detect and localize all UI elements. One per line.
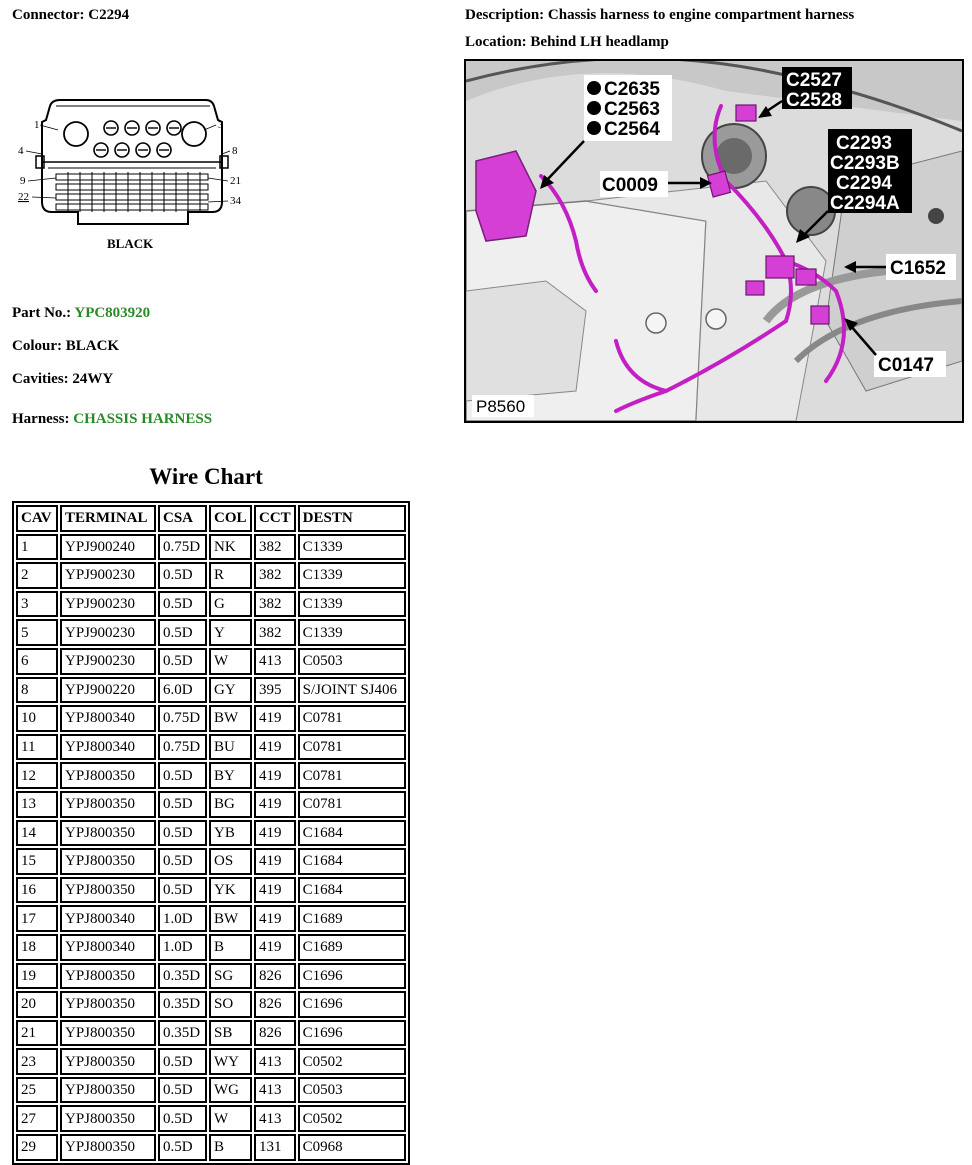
cell-cav: 10 bbox=[16, 705, 58, 732]
cell-cct: 413 bbox=[254, 1077, 296, 1104]
cell-csa: 6.0D bbox=[158, 677, 207, 704]
cell-cct: 826 bbox=[254, 963, 296, 990]
cell-cct: 826 bbox=[254, 1020, 296, 1047]
cell-cav: 21 bbox=[16, 1020, 58, 1047]
cell-cct: 395 bbox=[254, 677, 296, 704]
cell-csa: 0.5D bbox=[158, 877, 207, 904]
harness-label: Harness: bbox=[12, 411, 70, 427]
cell-destn: S/JOINT SJ406 bbox=[298, 677, 406, 704]
part-no-line bbox=[12, 304, 150, 322]
wire-chart-title: Wire Chart bbox=[149, 464, 263, 489]
cell-cav: 25 bbox=[16, 1077, 58, 1104]
cell-cav: 3 bbox=[16, 591, 58, 618]
table-row bbox=[16, 591, 406, 618]
table-row bbox=[16, 877, 406, 904]
location-label: Location: bbox=[465, 34, 527, 50]
cell-cav: 20 bbox=[16, 991, 58, 1018]
cell-terminal: YPJ800350 bbox=[60, 1048, 156, 1075]
cell-col: GY bbox=[209, 677, 252, 704]
cell-col: BY bbox=[209, 762, 252, 789]
cell-cav: 13 bbox=[16, 791, 58, 818]
table-row bbox=[16, 619, 406, 646]
cell-csa: 0.5D bbox=[158, 619, 207, 646]
callout-c2294: C2294 bbox=[836, 173, 892, 194]
cell-terminal: YPJ800340 bbox=[60, 705, 156, 732]
pin-label-21: 21 bbox=[230, 175, 241, 187]
cell-terminal: YPJ800340 bbox=[60, 934, 156, 961]
table-row bbox=[16, 1020, 406, 1047]
cell-destn: C0781 bbox=[298, 705, 406, 732]
cell-destn: C1696 bbox=[298, 1020, 406, 1047]
pin-label-3: 3 bbox=[218, 119, 224, 131]
cell-cct: 413 bbox=[254, 648, 296, 675]
cell-destn: C0502 bbox=[298, 1105, 406, 1132]
cell-col: R bbox=[209, 562, 252, 589]
table-row bbox=[16, 762, 406, 789]
cell-destn: C0781 bbox=[298, 791, 406, 818]
wire-chart-body bbox=[16, 534, 406, 1161]
cell-col: NK bbox=[209, 534, 252, 561]
connector-face-drawing bbox=[8, 92, 278, 262]
location-line bbox=[465, 33, 669, 51]
cell-destn: C1339 bbox=[298, 534, 406, 561]
cell-destn: C0781 bbox=[298, 734, 406, 761]
table-row bbox=[16, 534, 406, 561]
table-row bbox=[16, 991, 406, 1018]
cell-destn: C1339 bbox=[298, 562, 406, 589]
table-row bbox=[16, 791, 406, 818]
pin-label-8: 8 bbox=[232, 145, 238, 157]
cell-destn: C1696 bbox=[298, 991, 406, 1018]
cell-col: YB bbox=[209, 820, 252, 847]
cell-terminal: YPJ800350 bbox=[60, 762, 156, 789]
description-line bbox=[465, 6, 854, 24]
cell-destn: C1689 bbox=[298, 934, 406, 961]
table-row bbox=[16, 648, 406, 675]
table-row bbox=[16, 1048, 406, 1075]
cell-cct: 419 bbox=[254, 848, 296, 875]
cell-terminal: YPJ800350 bbox=[60, 1134, 156, 1161]
cell-csa: 0.35D bbox=[158, 963, 207, 990]
cell-col: BU bbox=[209, 734, 252, 761]
cell-cct: 419 bbox=[254, 905, 296, 932]
cell-cav: 12 bbox=[16, 762, 58, 789]
description-label: Description: bbox=[465, 7, 545, 23]
connector-value: C2294 bbox=[88, 7, 130, 23]
cell-destn: C1339 bbox=[298, 619, 406, 646]
cell-csa: 0.5D bbox=[158, 562, 207, 589]
table-row bbox=[16, 934, 406, 961]
location-value: Behind LH headlamp bbox=[530, 34, 669, 50]
cell-cav: 29 bbox=[16, 1134, 58, 1161]
table-row bbox=[16, 677, 406, 704]
cell-csa: 0.35D bbox=[158, 991, 207, 1018]
cell-cav: 16 bbox=[16, 877, 58, 904]
cell-terminal: YPJ800350 bbox=[60, 991, 156, 1018]
cell-cct: 419 bbox=[254, 762, 296, 789]
cell-col: BW bbox=[209, 905, 252, 932]
wire-chart-header-row bbox=[16, 505, 406, 532]
cell-cav: 2 bbox=[16, 562, 58, 589]
cell-col: SB bbox=[209, 1020, 252, 1047]
header-destn: DESTN bbox=[298, 505, 406, 532]
table-row bbox=[16, 562, 406, 589]
callout-c0009: C0009 bbox=[602, 175, 658, 196]
cell-cct: 382 bbox=[254, 591, 296, 618]
cell-col: BG bbox=[209, 791, 252, 818]
table-row bbox=[16, 705, 406, 732]
cell-destn: C0502 bbox=[298, 1048, 406, 1075]
cell-terminal: YPJ900240 bbox=[60, 534, 156, 561]
cell-col: SG bbox=[209, 963, 252, 990]
cell-cct: 419 bbox=[254, 705, 296, 732]
cavities-value: 24WY bbox=[72, 371, 114, 387]
cell-csa: 0.75D bbox=[158, 734, 207, 761]
cell-cct: 419 bbox=[254, 820, 296, 847]
cell-col: B bbox=[209, 934, 252, 961]
cell-terminal: YPJ800350 bbox=[60, 1077, 156, 1104]
cell-col: BW bbox=[209, 705, 252, 732]
cell-cct: 413 bbox=[254, 1048, 296, 1075]
cell-csa: 1.0D bbox=[158, 905, 207, 932]
cell-col: WY bbox=[209, 1048, 252, 1075]
cell-csa: 0.5D bbox=[158, 820, 207, 847]
cell-cct: 382 bbox=[254, 619, 296, 646]
cell-terminal: YPJ800350 bbox=[60, 877, 156, 904]
cell-col: G bbox=[209, 591, 252, 618]
cell-destn: C1684 bbox=[298, 848, 406, 875]
callout-c1652: C1652 bbox=[890, 258, 946, 279]
pin-label-22: 22 bbox=[18, 191, 29, 203]
cell-terminal: YPJ800340 bbox=[60, 734, 156, 761]
cell-csa: 0.35D bbox=[158, 1020, 207, 1047]
cell-cav: 19 bbox=[16, 963, 58, 990]
connector-label: Connector: bbox=[12, 7, 85, 23]
header-col: COL bbox=[209, 505, 252, 532]
cell-csa: 0.5D bbox=[158, 848, 207, 875]
cell-cct: 382 bbox=[254, 534, 296, 561]
drawing-caption: BLACK bbox=[107, 236, 154, 251]
cell-terminal: YPJ800350 bbox=[60, 820, 156, 847]
cell-col: W bbox=[209, 648, 252, 675]
cell-cct: 419 bbox=[254, 934, 296, 961]
cell-cav: 6 bbox=[16, 648, 58, 675]
cell-terminal: YPJ800350 bbox=[60, 1020, 156, 1047]
cell-terminal: YPJ800350 bbox=[60, 1105, 156, 1132]
callout-c2564: C2564 bbox=[604, 119, 660, 140]
cell-destn: C0503 bbox=[298, 1077, 406, 1104]
cell-csa: 0.75D bbox=[158, 534, 207, 561]
cell-csa: 0.5D bbox=[158, 791, 207, 818]
cell-cav: 1 bbox=[16, 534, 58, 561]
cell-cct: 419 bbox=[254, 877, 296, 904]
table-row bbox=[16, 1134, 406, 1161]
cell-terminal: YPJ900230 bbox=[60, 562, 156, 589]
wire-chart-table bbox=[12, 501, 410, 1165]
pin-label-9: 9 bbox=[20, 175, 26, 187]
colour-label: Colour: bbox=[12, 338, 62, 354]
cell-cav: 17 bbox=[16, 905, 58, 932]
cell-col: B bbox=[209, 1134, 252, 1161]
cell-csa: 0.5D bbox=[158, 648, 207, 675]
cell-col: OS bbox=[209, 848, 252, 875]
harness-line bbox=[12, 410, 212, 428]
cell-destn: C0781 bbox=[298, 762, 406, 789]
cell-destn: C1339 bbox=[298, 591, 406, 618]
callout-c2293b: C2293B bbox=[830, 153, 900, 174]
cell-destn: C1684 bbox=[298, 877, 406, 904]
cell-terminal: YPJ900230 bbox=[60, 591, 156, 618]
cell-destn: C1696 bbox=[298, 963, 406, 990]
connector-line bbox=[12, 6, 129, 24]
cell-terminal: YPJ800350 bbox=[60, 963, 156, 990]
cell-cct: 826 bbox=[254, 991, 296, 1018]
cell-terminal: YPJ900220 bbox=[60, 677, 156, 704]
part-no-label: Part No.: bbox=[12, 305, 72, 321]
header-csa: CSA bbox=[158, 505, 207, 532]
cell-terminal: YPJ900230 bbox=[60, 648, 156, 675]
cell-destn: C1684 bbox=[298, 820, 406, 847]
part-no-link[interactable]: YPC803920 bbox=[74, 305, 151, 321]
cell-col: YK bbox=[209, 877, 252, 904]
cell-csa: 0.5D bbox=[158, 1105, 207, 1132]
cavities-line bbox=[12, 370, 113, 388]
table-row bbox=[16, 1077, 406, 1104]
cell-terminal: YPJ900230 bbox=[60, 619, 156, 646]
colour-line bbox=[12, 337, 119, 355]
cell-col: W bbox=[209, 1105, 252, 1132]
cavities-label: Cavities: bbox=[12, 371, 69, 387]
cell-cav: 14 bbox=[16, 820, 58, 847]
cell-cav: 18 bbox=[16, 934, 58, 961]
callout-c2527: C2527 bbox=[786, 70, 842, 91]
cell-destn: C1689 bbox=[298, 905, 406, 932]
cell-csa: 0.5D bbox=[158, 1048, 207, 1075]
cell-cav: 8 bbox=[16, 677, 58, 704]
cell-csa: 0.5D bbox=[158, 1077, 207, 1104]
harness-link[interactable]: CHASSIS HARNESS bbox=[73, 411, 213, 427]
cell-csa: 0.5D bbox=[158, 591, 207, 618]
table-row bbox=[16, 848, 406, 875]
cell-csa: 0.5D bbox=[158, 762, 207, 789]
pin-label-34: 34 bbox=[230, 195, 241, 207]
colour-value: BLACK bbox=[65, 338, 120, 354]
cell-destn: C0503 bbox=[298, 648, 406, 675]
photo-id: P8560 bbox=[476, 397, 526, 416]
table-row bbox=[16, 1105, 406, 1132]
cell-destn: C0968 bbox=[298, 1134, 406, 1161]
table-row bbox=[16, 734, 406, 761]
header-cct: CCT bbox=[254, 505, 296, 532]
location-photo bbox=[464, 59, 964, 423]
pin-label-4: 4 bbox=[18, 145, 24, 157]
header-cav: CAV bbox=[16, 505, 58, 532]
table-row bbox=[16, 905, 406, 932]
cell-cav: 11 bbox=[16, 734, 58, 761]
callout-c2635: C2635 bbox=[604, 79, 660, 100]
description-value: Chassis harness to engine compartment harness bbox=[547, 7, 855, 23]
cell-cav: 15 bbox=[16, 848, 58, 875]
cell-cct: 413 bbox=[254, 1105, 296, 1132]
callout-c2294a: C2294A bbox=[830, 193, 900, 214]
cell-cav: 23 bbox=[16, 1048, 58, 1075]
cell-terminal: YPJ800350 bbox=[60, 791, 156, 818]
cell-col: WG bbox=[209, 1077, 252, 1104]
cell-csa: 1.0D bbox=[158, 934, 207, 961]
cell-terminal: YPJ800340 bbox=[60, 905, 156, 932]
cell-cct: 419 bbox=[254, 734, 296, 761]
cell-csa: 0.75D bbox=[158, 705, 207, 732]
callout-c2293: C2293 bbox=[836, 133, 892, 154]
cell-terminal: YPJ800350 bbox=[60, 848, 156, 875]
pin-label-1: 1 bbox=[34, 119, 40, 131]
table-row bbox=[16, 820, 406, 847]
cell-col: Y bbox=[209, 619, 252, 646]
cell-col: SO bbox=[209, 991, 252, 1018]
cell-csa: 0.5D bbox=[158, 1134, 207, 1161]
cell-cav: 5 bbox=[16, 619, 58, 646]
header-terminal: TERMINAL bbox=[60, 505, 156, 532]
callout-c0147: C0147 bbox=[878, 355, 934, 376]
cell-cct: 131 bbox=[254, 1134, 296, 1161]
callout-c2528: C2528 bbox=[786, 90, 842, 111]
cell-cct: 419 bbox=[254, 791, 296, 818]
cell-cav: 27 bbox=[16, 1105, 58, 1132]
table-row bbox=[16, 963, 406, 990]
cell-cct: 382 bbox=[254, 562, 296, 589]
callout-c2563: C2563 bbox=[604, 99, 660, 120]
